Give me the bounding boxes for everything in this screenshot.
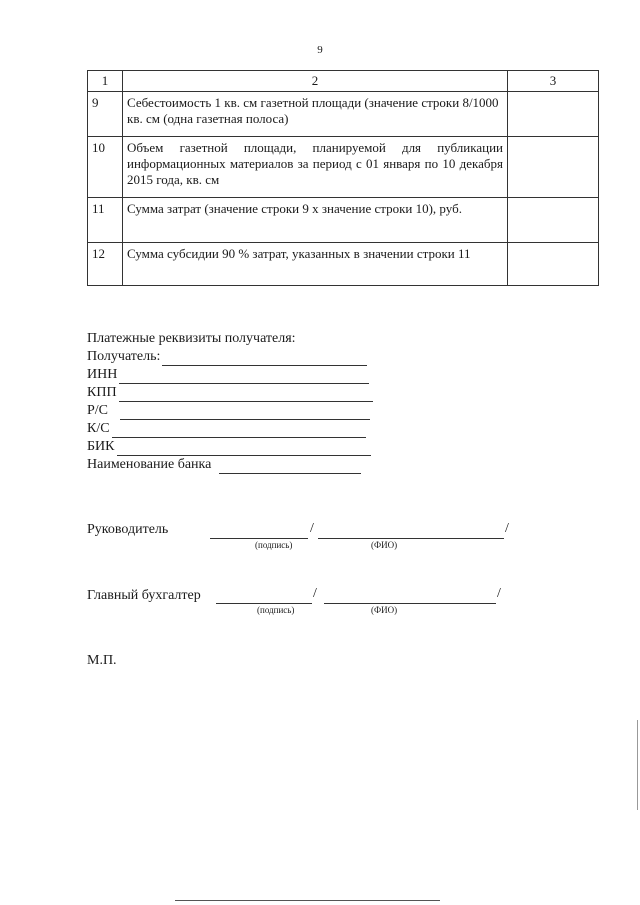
slash: / bbox=[310, 521, 314, 536]
page-number: 9 bbox=[317, 44, 323, 56]
requisite-kpp bbox=[87, 384, 373, 402]
header-col-1: 1 bbox=[88, 71, 123, 92]
signature-caption: (подпись) bbox=[257, 605, 295, 615]
row-number: 11 bbox=[88, 198, 123, 243]
name-caption: (ФИО) bbox=[371, 540, 398, 550]
table-row bbox=[88, 92, 599, 137]
slash: / bbox=[497, 586, 501, 601]
row-description: Себестоимость 1 кв. см газетной площади (значение строки 8/1000 кв. см (одна газетная полоса) bbox=[123, 92, 508, 137]
requisite-label: ИНН bbox=[87, 367, 118, 382]
requisite-label: К/С bbox=[87, 421, 110, 436]
requisite-inn bbox=[87, 366, 373, 384]
row-value bbox=[508, 243, 599, 286]
row-number: 10 bbox=[88, 137, 123, 198]
row-number: 9 bbox=[88, 92, 123, 137]
accountant-name-line[interactable] bbox=[324, 602, 496, 604]
row-value bbox=[508, 198, 599, 243]
stamp-place: М.П. bbox=[87, 653, 117, 668]
requisite-rs bbox=[87, 402, 373, 420]
requisite-ks bbox=[87, 420, 373, 438]
requisite-blank[interactable] bbox=[219, 460, 361, 474]
name-caption: (ФИО) bbox=[371, 605, 398, 615]
requisite-label: КПП bbox=[87, 385, 117, 400]
slash: / bbox=[505, 521, 509, 536]
signature-caption: (подпись) bbox=[255, 540, 293, 550]
requisite-label: Р/С bbox=[87, 403, 109, 418]
table-header-row bbox=[88, 71, 599, 92]
requisite-blank[interactable] bbox=[117, 442, 371, 456]
row-value bbox=[508, 92, 599, 137]
requisite-recipient bbox=[87, 348, 373, 366]
table-row bbox=[88, 243, 599, 286]
row-description: Сумма субсидии 90 % затрат, указанных в значении строки 11 bbox=[123, 243, 508, 286]
requisite-blank[interactable] bbox=[162, 352, 367, 366]
requisite-label: БИК bbox=[87, 439, 115, 454]
accountant-label: Главный бухгалтер bbox=[87, 588, 201, 603]
slash: / bbox=[313, 586, 317, 601]
bottom-rule bbox=[175, 900, 440, 901]
row-description: Сумма затрат (значение строки 9 х значение строки 10), руб. bbox=[123, 198, 508, 243]
requisite-label: Наименование банка bbox=[87, 457, 212, 472]
payment-requisites bbox=[87, 330, 373, 474]
header-col-3: 3 bbox=[508, 71, 599, 92]
director-name-line[interactable] bbox=[318, 537, 504, 539]
row-description: Объем газетной площади, планируемой для публикации информационных материалов за период с 01 января по 10 декабря 2015 года, кв. см bbox=[123, 137, 508, 198]
calculation-table bbox=[87, 70, 599, 286]
requisite-bank-name bbox=[87, 456, 373, 474]
requisite-blank[interactable] bbox=[119, 388, 373, 402]
row-number: 12 bbox=[88, 243, 123, 286]
director-signature-line[interactable] bbox=[210, 537, 308, 539]
accountant-signature-line[interactable] bbox=[216, 602, 312, 604]
requisite-blank[interactable] bbox=[119, 370, 369, 384]
header-col-2: 2 bbox=[123, 71, 508, 92]
table-row bbox=[88, 137, 599, 198]
requisite-bik bbox=[87, 438, 373, 456]
scan-edge-mark bbox=[637, 720, 638, 810]
requisite-blank[interactable] bbox=[120, 406, 370, 420]
row-value bbox=[508, 137, 599, 198]
table-row bbox=[88, 198, 599, 243]
requisite-label: Получатель: bbox=[87, 349, 161, 364]
requisites-title: Платежные реквизиты получателя: bbox=[87, 331, 296, 346]
requisite-blank[interactable] bbox=[112, 424, 366, 438]
director-label: Руководитель bbox=[87, 522, 169, 537]
